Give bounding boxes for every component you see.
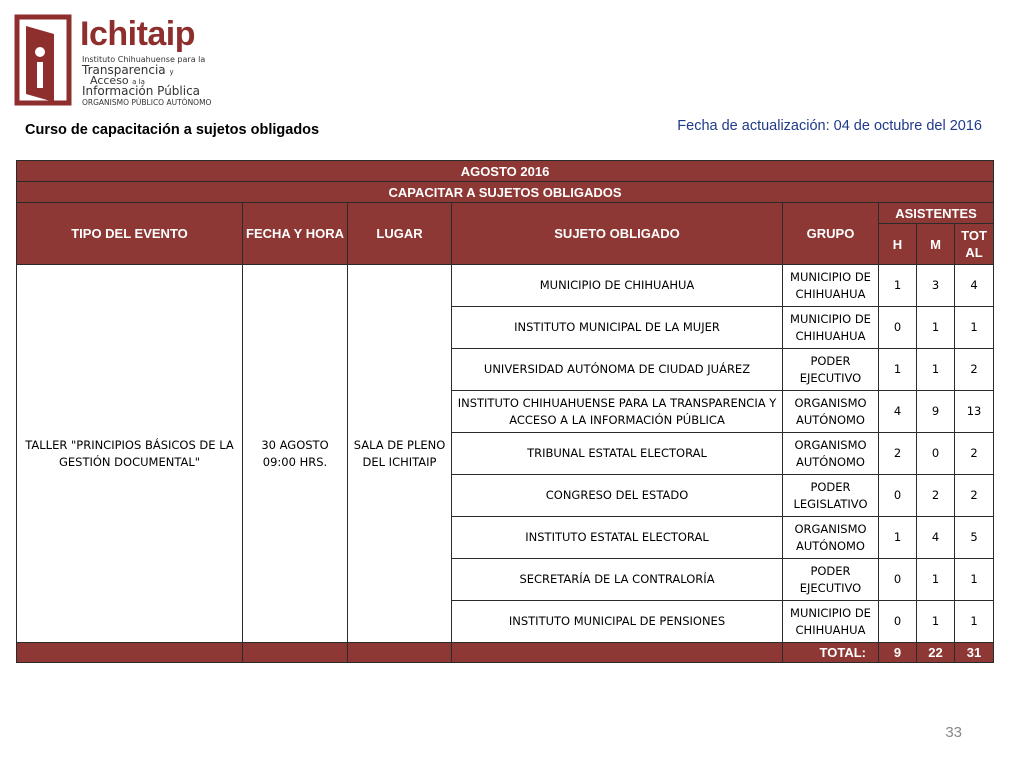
table-title-month: AGOSTO 2016: [17, 161, 994, 182]
total-cell: 1: [955, 307, 994, 349]
sujeto-cell: CONGRESO DEL ESTADO: [452, 475, 783, 517]
sujeto-cell: TRIBUNAL ESTATAL ELECTORAL: [452, 433, 783, 475]
m-cell: 3: [917, 265, 955, 307]
grupo-cell: PODER EJECUTIVO: [783, 559, 879, 601]
m-cell: 1: [917, 307, 955, 349]
header-grupo: GRUPO: [783, 203, 879, 265]
total-cell: 2: [955, 349, 994, 391]
sujeto-cell: INSTITUTO MUNICIPAL DE PENSIONES: [452, 601, 783, 643]
logo-line-3: Acceso a la: [90, 74, 145, 87]
header-fecha: FECHA Y HORA: [243, 203, 348, 265]
h-cell: 0: [879, 601, 917, 643]
h-cell: 0: [879, 559, 917, 601]
logo-line-5: ORGANISMO PÚBLICO AUTÓNOMO: [82, 98, 212, 107]
h-cell: 1: [879, 265, 917, 307]
header-m: M: [917, 224, 955, 265]
h-cell: 1: [879, 517, 917, 559]
m-cell: 0: [917, 433, 955, 475]
header-sujeto: SUJETO OBLIGADO: [452, 203, 783, 265]
logo-name: Ichitaip: [80, 15, 196, 53]
sujeto-cell: INSTITUTO MUNICIPAL DE LA MUJER: [452, 307, 783, 349]
total-cell: 5: [955, 517, 994, 559]
m-cell: 1: [917, 559, 955, 601]
sujeto-cell: MUNICIPIO DE CHIHUAHUA: [452, 265, 783, 307]
empty-cell: [348, 643, 452, 663]
header-total: TOT AL: [955, 224, 994, 265]
grupo-cell: MUNICIPIO DE CHIHUAHUA: [783, 265, 879, 307]
total-m: 22: [917, 643, 955, 663]
m-cell: 1: [917, 601, 955, 643]
sujeto-cell: UNIVERSIDAD AUTÓNOMA DE CIUDAD JUÁREZ: [452, 349, 783, 391]
ichitaip-logo: [14, 14, 214, 110]
total-cell: 1: [955, 559, 994, 601]
h-cell: 0: [879, 307, 917, 349]
grupo-cell: MUNICIPIO DE CHIHUAHUA: [783, 601, 879, 643]
total-cell: 1: [955, 601, 994, 643]
grupo-cell: MUNICIPIO DE CHIHUAHUA: [783, 307, 879, 349]
door-logo-icon: [14, 14, 74, 106]
logo-line-4: Información Pública: [82, 84, 201, 98]
totals-label: TOTAL:: [783, 643, 879, 663]
total-t: 31: [955, 643, 994, 663]
h-cell: 1: [879, 349, 917, 391]
header-h: H: [879, 224, 917, 265]
event-datetime: 30 AGOSTO 09:00 HRS.: [243, 265, 348, 643]
m-cell: 2: [917, 475, 955, 517]
h-cell: 2: [879, 433, 917, 475]
m-cell: 1: [917, 349, 955, 391]
header-asistentes: ASISTENTES: [879, 203, 994, 224]
total-cell: 2: [955, 433, 994, 475]
table-row: [17, 265, 994, 307]
training-table: [16, 160, 994, 663]
grupo-cell: PODER LEGISLATIVO: [783, 475, 879, 517]
sujeto-cell: INSTITUTO ESTATAL ELECTORAL: [452, 517, 783, 559]
event-type: TALLER "PRINCIPIOS BÁSICOS DE LA GESTIÓN DOCUMENTAL": [17, 265, 243, 643]
grupo-cell: ORGANISMO AUTÓNOMO: [783, 517, 879, 559]
h-cell: 0: [879, 475, 917, 517]
sujeto-cell: SECRETARÍA DE LA CONTRALORÍA: [452, 559, 783, 601]
total-cell: 2: [955, 475, 994, 517]
total-cell: 13: [955, 391, 994, 433]
total-h: 9: [879, 643, 917, 663]
sujeto-cell: INSTITUTO CHIHUAHUENSE PARA LA TRANSPARENCIA Y ACCESO A LA INFORMACIÓN PÚBLICA: [452, 391, 783, 433]
totals-row: [17, 643, 994, 663]
logo-line-2: Transparencia y: [82, 63, 174, 77]
header-lugar: LUGAR: [348, 203, 452, 265]
grupo-cell: PODER EJECUTIVO: [783, 349, 879, 391]
grupo-cell: ORGANISMO AUTÓNOMO: [783, 433, 879, 475]
event-place: SALA DE PLENO DEL ICHITAIP: [348, 265, 452, 643]
h-cell: 4: [879, 391, 917, 433]
empty-cell: [243, 643, 348, 663]
m-cell: 4: [917, 517, 955, 559]
header-tipo: TIPO DEL EVENTO: [17, 203, 243, 265]
page-subtitle: Curso de capacitación a sujetos obligados: [25, 122, 320, 138]
empty-cell: [452, 643, 783, 663]
total-cell: 4: [955, 265, 994, 307]
update-date: Fecha de actualización: 04 de octubre del 2016: [677, 118, 982, 134]
m-cell: 9: [917, 391, 955, 433]
page-number: 33: [945, 724, 962, 741]
grupo-cell: ORGANISMO AUTÓNOMO: [783, 391, 879, 433]
empty-cell: [17, 643, 243, 663]
table-title-purpose: CAPACITAR A SUJETOS OBLIGADOS: [17, 182, 994, 203]
logo-line-1: Instituto Chihuahuense para la: [82, 55, 206, 64]
